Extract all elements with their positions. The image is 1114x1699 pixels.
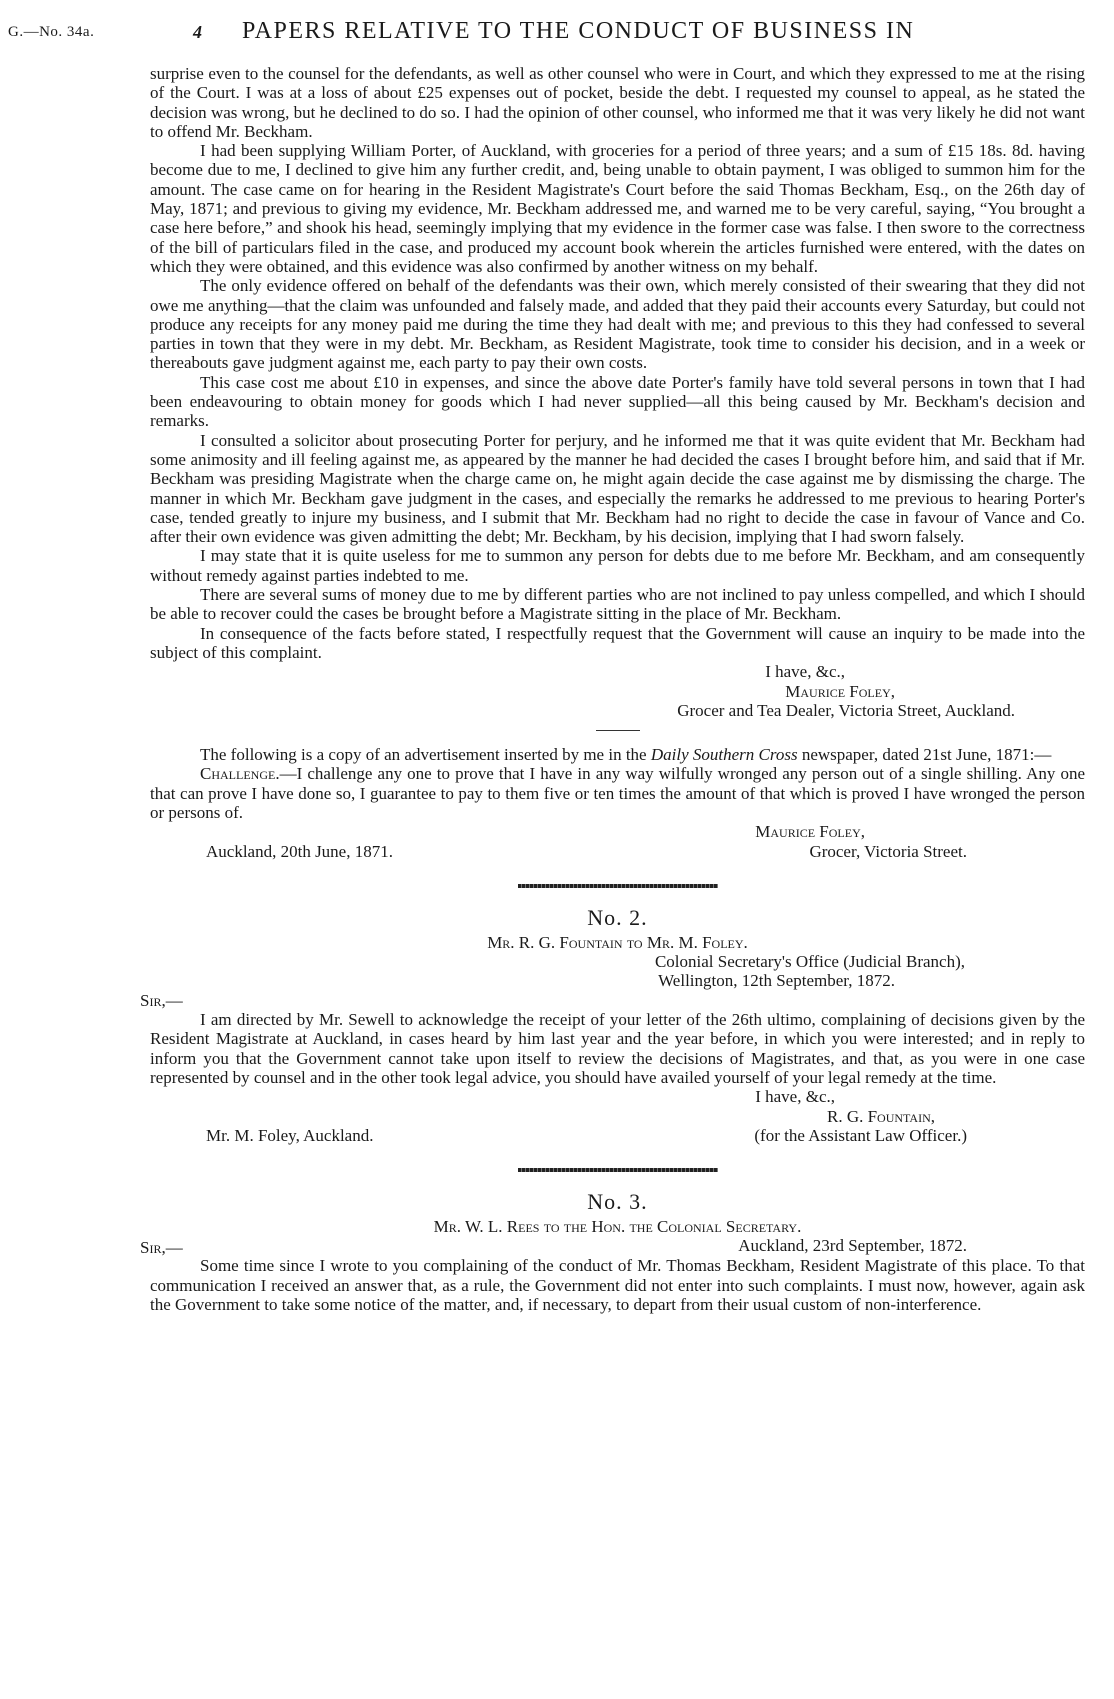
advert-date-row — [150, 842, 1085, 862]
place-date: Wellington, 12th September, 1872. — [658, 971, 895, 991]
section-number: No. 2. — [587, 904, 648, 930]
closing-line: I have, &c., — [755, 1087, 835, 1107]
salutation: Sir,— — [140, 1238, 183, 1258]
advert-intro — [150, 745, 1085, 764]
paragraph: In consequence of the facts before stated, I respectfully request that the Government will cause an inquiry to be made into the subject of this complaint. — [150, 623, 1085, 662]
closing-line: I have, &c., — [765, 662, 845, 682]
addressee-row — [150, 1126, 1085, 1146]
place-date: Auckland, 23rd September, 1872. — [738, 1236, 967, 1256]
letter-heading: Mr. R. G. Fountain to Mr. M. Foley. — [487, 932, 748, 952]
salutation: Sir,— — [140, 990, 183, 1010]
paragraph: I consulted a solicitor about prosecuting Porter for perjury, and he informed me that it was quite evident that Mr. Beckham had some animosity and ill feeling against me, as appeared by the manner he had decided the cases I brought before him, and said that if Mr. Beckham was presiding Magistrate when the charge came on, he might again decide the case against me by dismissing the charge. The manner in which Mr. Beckham gave judgment in the cases, and especially the remarks he addressed to me previous to hearing Porter's case, tended greatly to injure my business, and I submit that Mr. Beckham had no right to decide the case in favour of Vance and Co. after their own evidence was given admitting the debt; Mr. Beckham, by his decision, implying that I had sworn falsely. — [150, 430, 1085, 547]
advert-signature: Maurice Foley, — [755, 822, 865, 842]
advert-place-date: Auckland, 20th June, 1871. — [206, 841, 393, 861]
challenge-text: —I challenge any one to prove that I have in any way wilfully wronged any person out of a single shilling. Any one that can prove I have done so, I guarantee to pay to them five or ten times the amount of that which is proved I have wronged the person or persons of. — [150, 764, 1085, 822]
section-divider — [518, 1168, 718, 1172]
page-number: 4 — [193, 22, 202, 42]
paragraph: This case cost me about £10 in expenses, and since the above date Porter's family have told several persons in town that I had been endeavouring to obtain money for goods which I had never supplied—all this being caused by Mr. Beckham's decision and remarks. — [150, 372, 1085, 431]
section-number: No. 3. — [587, 1188, 648, 1214]
letter-body: Some time since I wrote to you complaining of the conduct of Mr. Thomas Beckham, Resident Magistrate of this place. To that communication I received an answer that, as a rule, the Government did not enter into such complaints. I must now, however, again ask the Government to take some notice of the matter, and, if necessary, to depart from their usual custom of non-interference. — [150, 1256, 1085, 1315]
signature-title: Grocer and Tea Dealer, Victoria Street, Auckland. — [677, 700, 1015, 720]
running-title: PAPERS RELATIVE TO THE CONDUCT OF BUSINESS IN — [242, 18, 915, 44]
addressee: Mr. M. Foley, Auckland. — [206, 1125, 374, 1145]
challenge-label: Challenge. — [200, 764, 280, 784]
document-body — [140, 64, 1085, 1315]
paragraph: There are several sums of money due to me by different parties who are not inclined to pay unless compelled, and which I should be able to recover could the cases be brought before a Magistrate sitting in the place of Mr. Beckham. — [150, 585, 1085, 624]
signature-title: (for the Assistant Law Officer.) — [754, 1125, 967, 1145]
paragraph: surprise even to the counsel for the defendants, as well as other counsel who were in Court, and which they expressed to me at the rising of the Court. I was at a loss of about £25 expenses out of pocket, beside the debt. I requested my counsel to appeal, as he stated the decision was wrong, but he declined to do so. I had the opinion of other counsel, who informed me that it was very likely he did not want to offend Mr. Beckham. — [150, 64, 1085, 141]
advert-intro-text: The following is a copy of an advertisement inserted by me in the — [200, 745, 647, 765]
paragraph: I had been supplying William Porter, of Auckland, with groceries for a period of three years; and a sum of £15 18s. 8d. having become due to me, I declined to give him any further credit, and, being unable to obtain payment, I was obliged to summon him for the amount. The case came on for hearing in the Resident Magistrate's Court before the said Thomas Beckham, Esq., on the 26th day of May, 1871; and previous to giving my evidence, Mr. Beckham addressed me, and warned me to be very careful, saying, “You brought a case here before,” and shook his head, seemingly implying that my evidence in the former case was false. I then swore to the correctness of the bill of particulars filed in the case, and produced my account book wherein the articles furnished were entered, with the dates on which they were obtained, and this evidence was also confirmed by another witness on my behalf. — [150, 141, 1085, 276]
advert-intro-text-end: newspaper, dated 21st June, 1871:— — [801, 745, 1052, 765]
advert-signature-title: Grocer, Victoria Street. — [809, 841, 967, 861]
divider — [596, 730, 640, 731]
paragraph: The only evidence offered on behalf of the defendants was their own, which merely consisted of their swearing that they did not owe me anything—that the claim was unfounded and falsely made, and added that they paid their accounts every Saturday, but could not produce any receipts for any money paid me during the time they had dealt with me; and previous to this they had confessed to several parties in town that they were in my debt. Mr. Beckham, as Resident Magistrate, took time to consider his decision, and in a week or thereabouts gave judgment against me, each party to pay their own costs. — [150, 276, 1085, 373]
letter-body: I am directed by Mr. Sewell to acknowledge the receipt of your letter of the 26th ultimo, complaining of decisions given by the Resident Magistrate at Auckland, in cases heard by him last year and the year before, in which you were interested; and in reply to inform you that the Government cannot take upon itself to review the decisions of Magistrates, and that, as you were in one case represented by counsel and in the other took legal advice, you should have availed yourself of your legal remedy at the time. — [150, 1010, 1085, 1087]
signature: R. G. Fountain, — [826, 1106, 935, 1126]
office-line: Colonial Secretary's Office (Judicial Branch), — [654, 952, 965, 972]
paragraph: I may state that it is quite useless for me to summon any person for debts due to me before Mr. Beckham, and am consequently without remedy against parties indebted to me. — [150, 546, 1085, 585]
page-header — [8, 8, 1108, 48]
signature: Maurice Foley, — [785, 681, 895, 701]
challenge-paragraph — [150, 764, 1085, 822]
newspaper-name: Daily Southern Cross — [650, 745, 798, 765]
salutation-row — [140, 1236, 1085, 1258]
section-divider — [518, 884, 718, 888]
document-reference: G.—No. 34a. — [8, 24, 95, 40]
letter-heading: Mr. W. L. Rees to the Hon. the Colonial Secretary. — [433, 1217, 802, 1237]
